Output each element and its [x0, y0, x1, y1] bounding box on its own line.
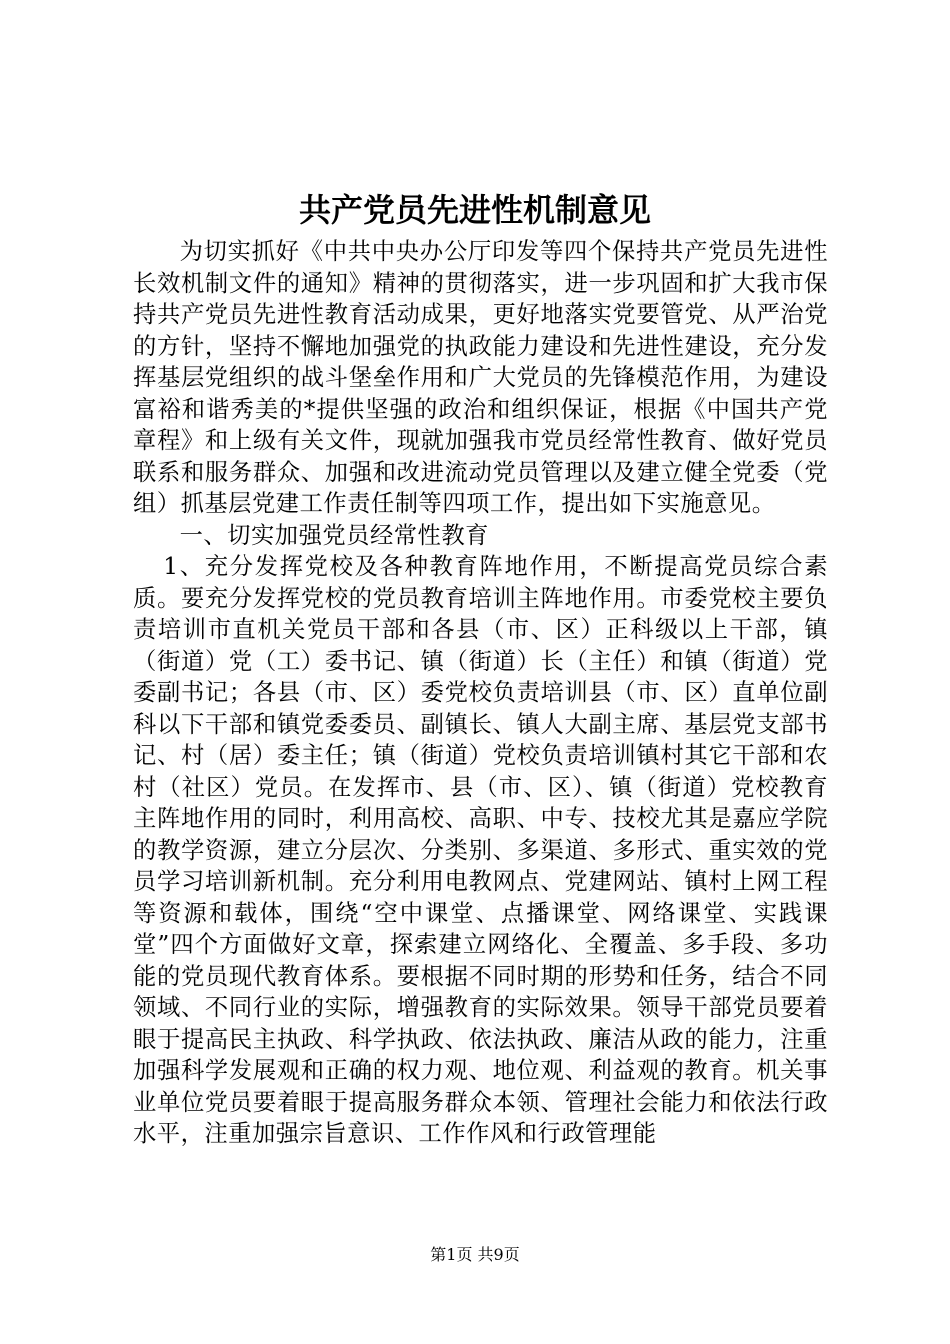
- paragraph-intro: 为切实抓好《中共中央办公厅印发等四个保持共产党员先进性长效机制文件的通知》精神的贯彻落实，进一步巩固和扩大我市保持共产党员先进性教育活动成果，更好地落实党要管党、从严治党的方针，坚持不懈地加强党的执政能力建设和先进性建设，充分发挥基层党组织的战斗堡垒作用和广大党员的先锋模范作用，为建设富裕和谐秀美的*提供坚强的政治和组织保证，根据《中国共产党章程》和上级有关文件，现就加强我市党员经常性教育、做好党员联系和服务群众、加强和改进流动党员管理以及建立健全党委（党组）抓基层党建工作责任制等四项工作，提出如下实施意见。: [133, 238, 828, 517]
- paragraph-item-1: 1、充分发挥党校及各种教育阵地作用，不断提高党员综合素质。要充分发挥党校的党员教育培训主阵地作用。市委党校主要负责培训市直机关党员干部和各县（市、区）正科级以上干部，镇（街道）党（工）委书记、镇（街道）长（主任）和镇（街道）党委副书记；各县（市、区）委党校负责培训县（市、区）直单位副科以下干部和镇党委委员、副镇长、镇人大副主席、基层党支部书记、村（居）委主任；镇（街道）党校负责培训镇村其它干部和农村（社区）党员。在发挥市、县（市、区）、镇（街道）党校教育主阵地作用的同时，利用高校、高职、中专、技校尤其是嘉应学院的教学资源，建立分层次、分类别、多渠道、多形式、重实效的党员学习培训新机制。充分利用电教网点、党建网站、镇村上网工程等资源和载体，围绕“空中课堂、点播课堂、网络课堂、实践课堂”四个方面做好文章，探索建立网络化、全覆盖、多手段、多功能的党员现代教育体系。要根据不同时期的形势和任务，结合不同领域、不同行业的实际，增强教育的实际效果。领导干部党员要着眼于提高民主执政、科学执政、依法执政、廉洁从政的能力，注重加强科学发展观和正确的权力观、地位观、利益观的教育。机关事业单位党员要着眼于提高服务群众本领、管理社会能力和依法行政水平，注重加强宗旨意识、工作作风和行政管理能: [133, 553, 828, 1147]
- document-title: 共产党员先进性机制意见: [298, 191, 651, 229]
- page-footer: 第1页 共9页: [430, 1245, 520, 1264]
- section-heading-1: 一、切实加强党员经常性教育: [179, 521, 489, 549]
- document-body: [133, 236, 828, 1150]
